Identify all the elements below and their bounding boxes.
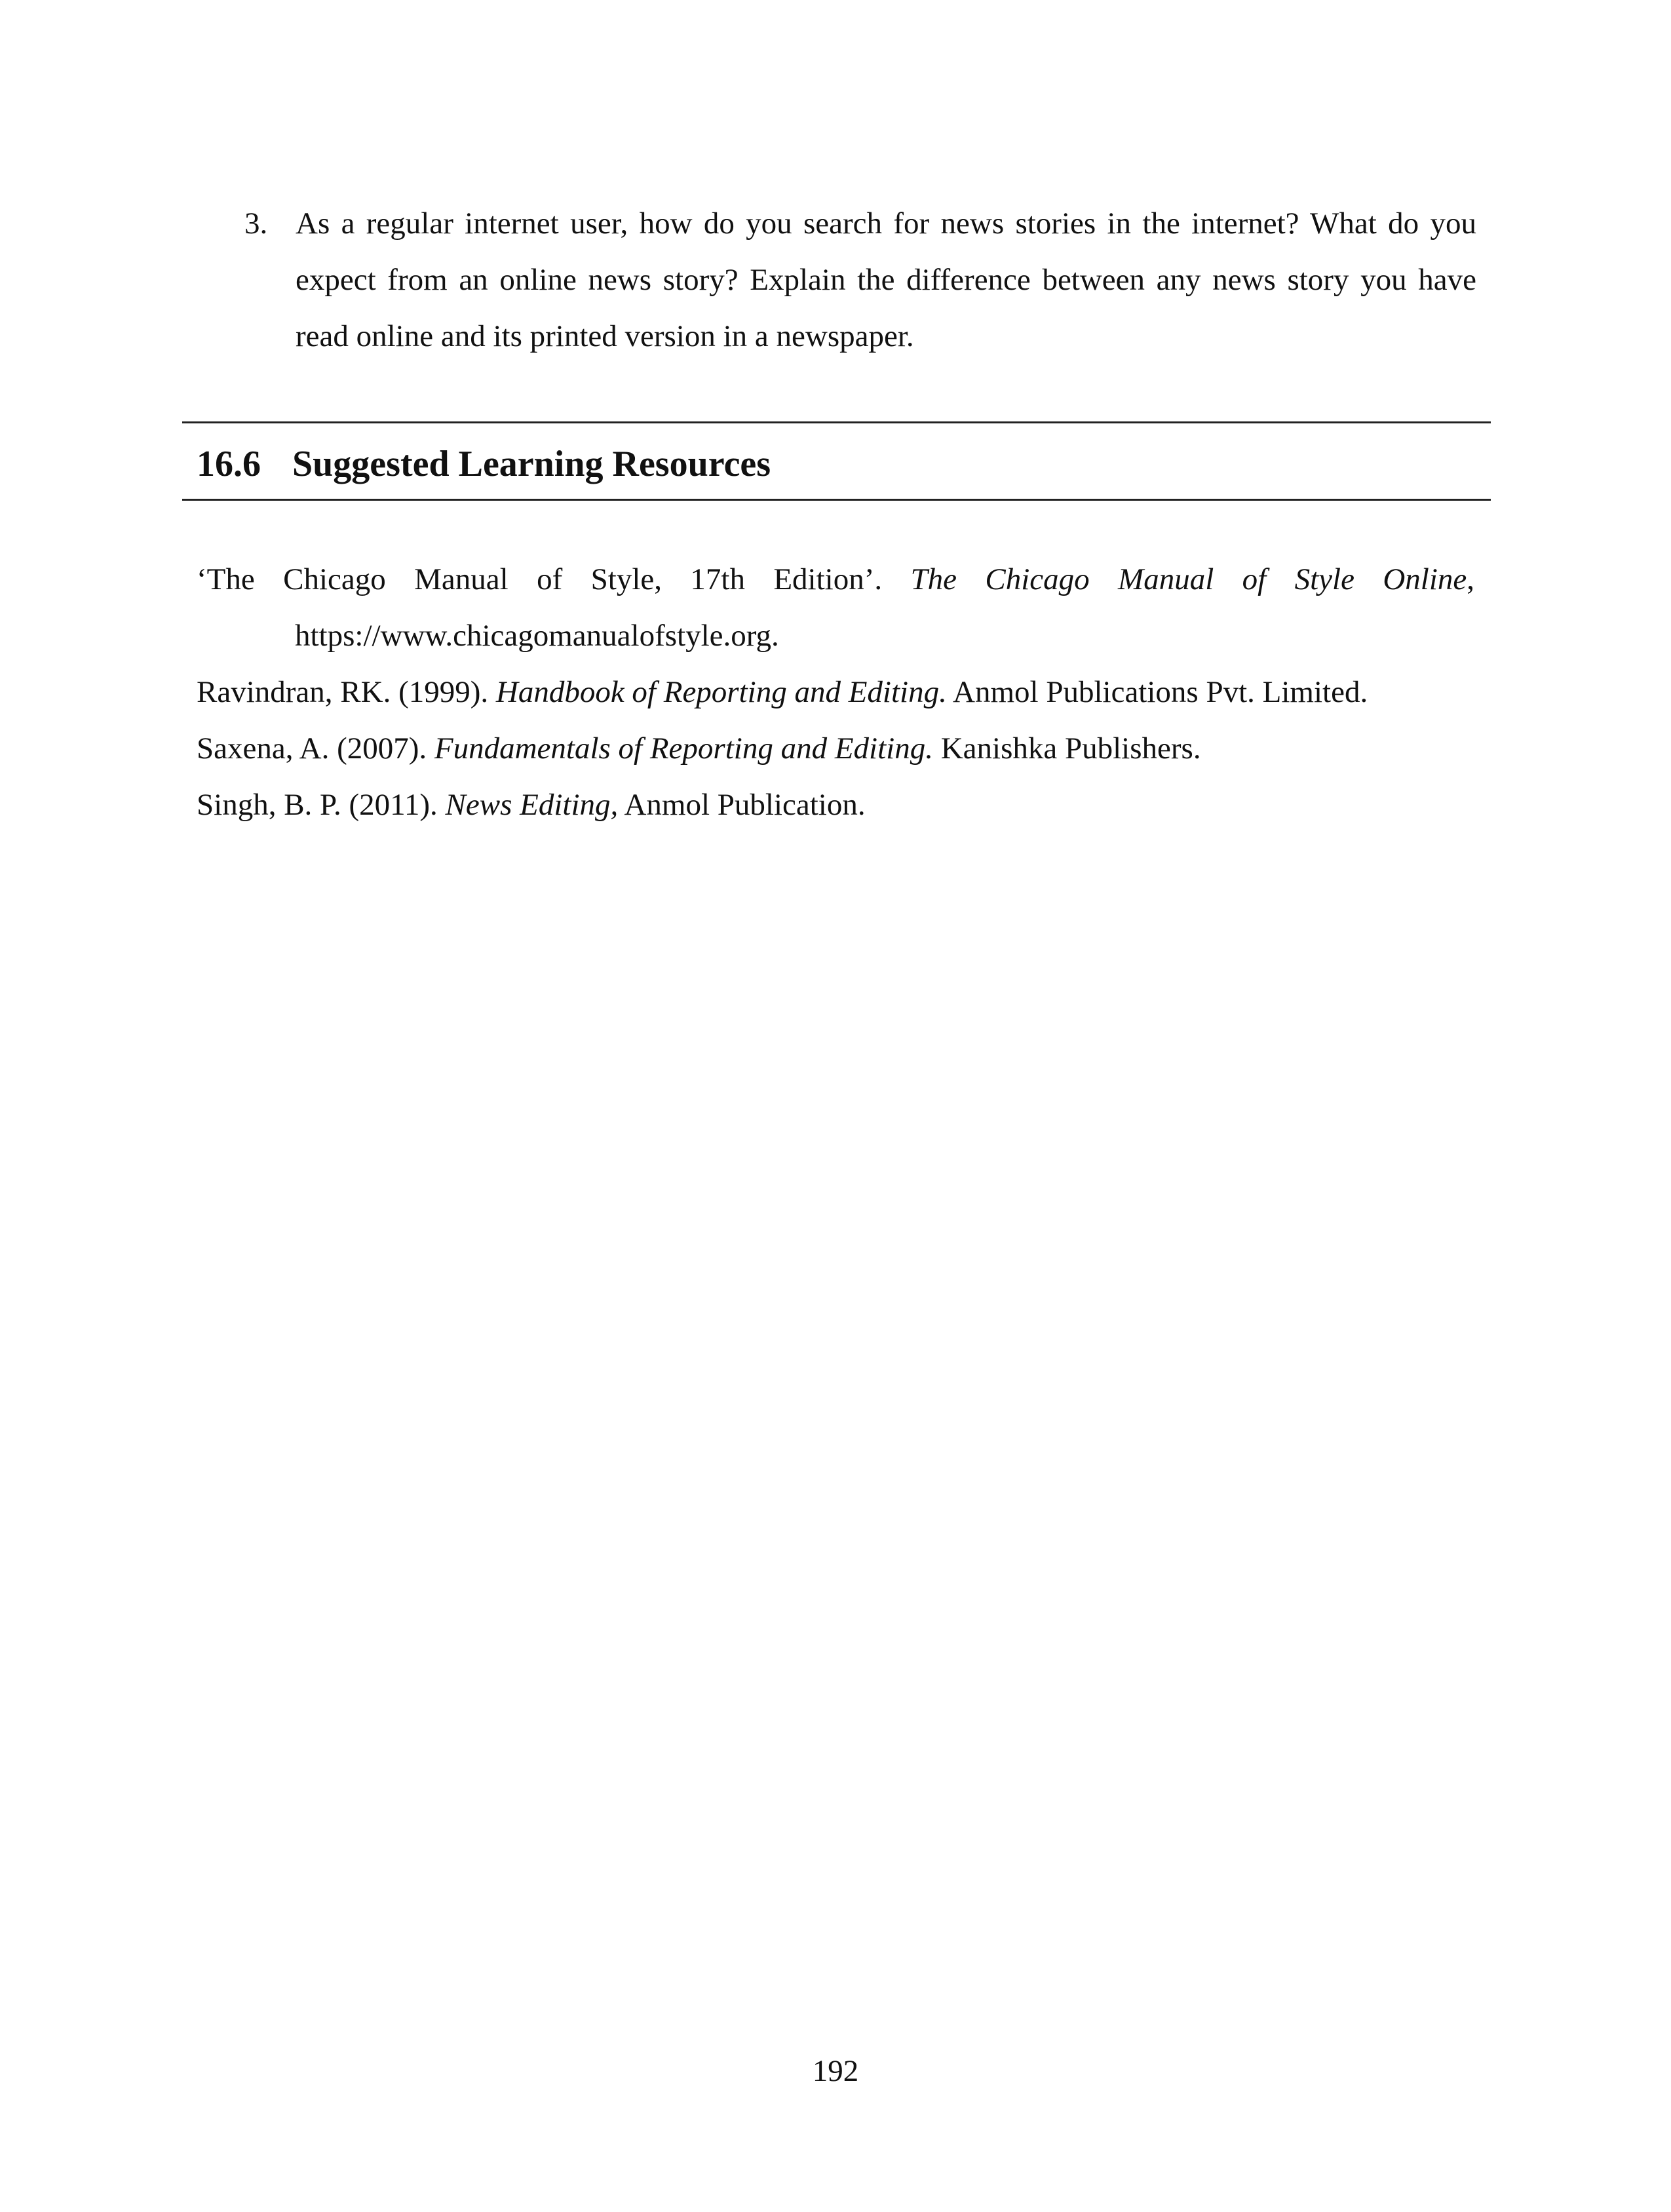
reference-text: , https://www.chicagomanualofstyle.org.	[295, 562, 1475, 653]
reference-title: Fundamentals of Reporting and Editing.	[434, 731, 933, 766]
section-number: 16.6	[197, 444, 261, 484]
reference-item	[197, 777, 1474, 833]
reference-title: News Editing,	[445, 788, 619, 822]
reference-list	[197, 551, 1474, 833]
section-heading	[197, 438, 1474, 490]
reference-text: Anmol Publications Pvt. Limited.	[946, 675, 1368, 709]
reference-title: The Chicago Manual of Style Online	[910, 562, 1467, 596]
reference-title: Handbook of Reporting and Editing.	[495, 675, 947, 709]
reference-item	[197, 551, 1474, 664]
heading-rule-bottom	[182, 499, 1491, 501]
section-title: Suggested Learning Resources	[292, 444, 771, 484]
reference-item	[197, 664, 1474, 720]
reference-text: Kanishka Publishers.	[932, 731, 1201, 766]
page-number: 192	[812, 2054, 859, 2088]
reference-text: ‘The Chicago Manual of Style, 17th Edition’.	[197, 562, 911, 596]
heading-rule-top	[182, 421, 1491, 423]
question-number: 3.	[244, 206, 268, 241]
question-text: As a regular internet user, how do you search for news stories in the internet? What do you expect from an online news story? Explain the difference between any news story you have read online and its printed version in a newspaper.	[296, 206, 1476, 353]
reference-text: Anmol Publication.	[618, 788, 866, 822]
reference-text: Ravindran, RK. (1999).	[197, 675, 496, 709]
reference-text: Singh, B. P. (2011).	[197, 788, 446, 822]
reference-text: Saxena, A. (2007).	[197, 731, 434, 766]
reference-item	[197, 720, 1474, 777]
